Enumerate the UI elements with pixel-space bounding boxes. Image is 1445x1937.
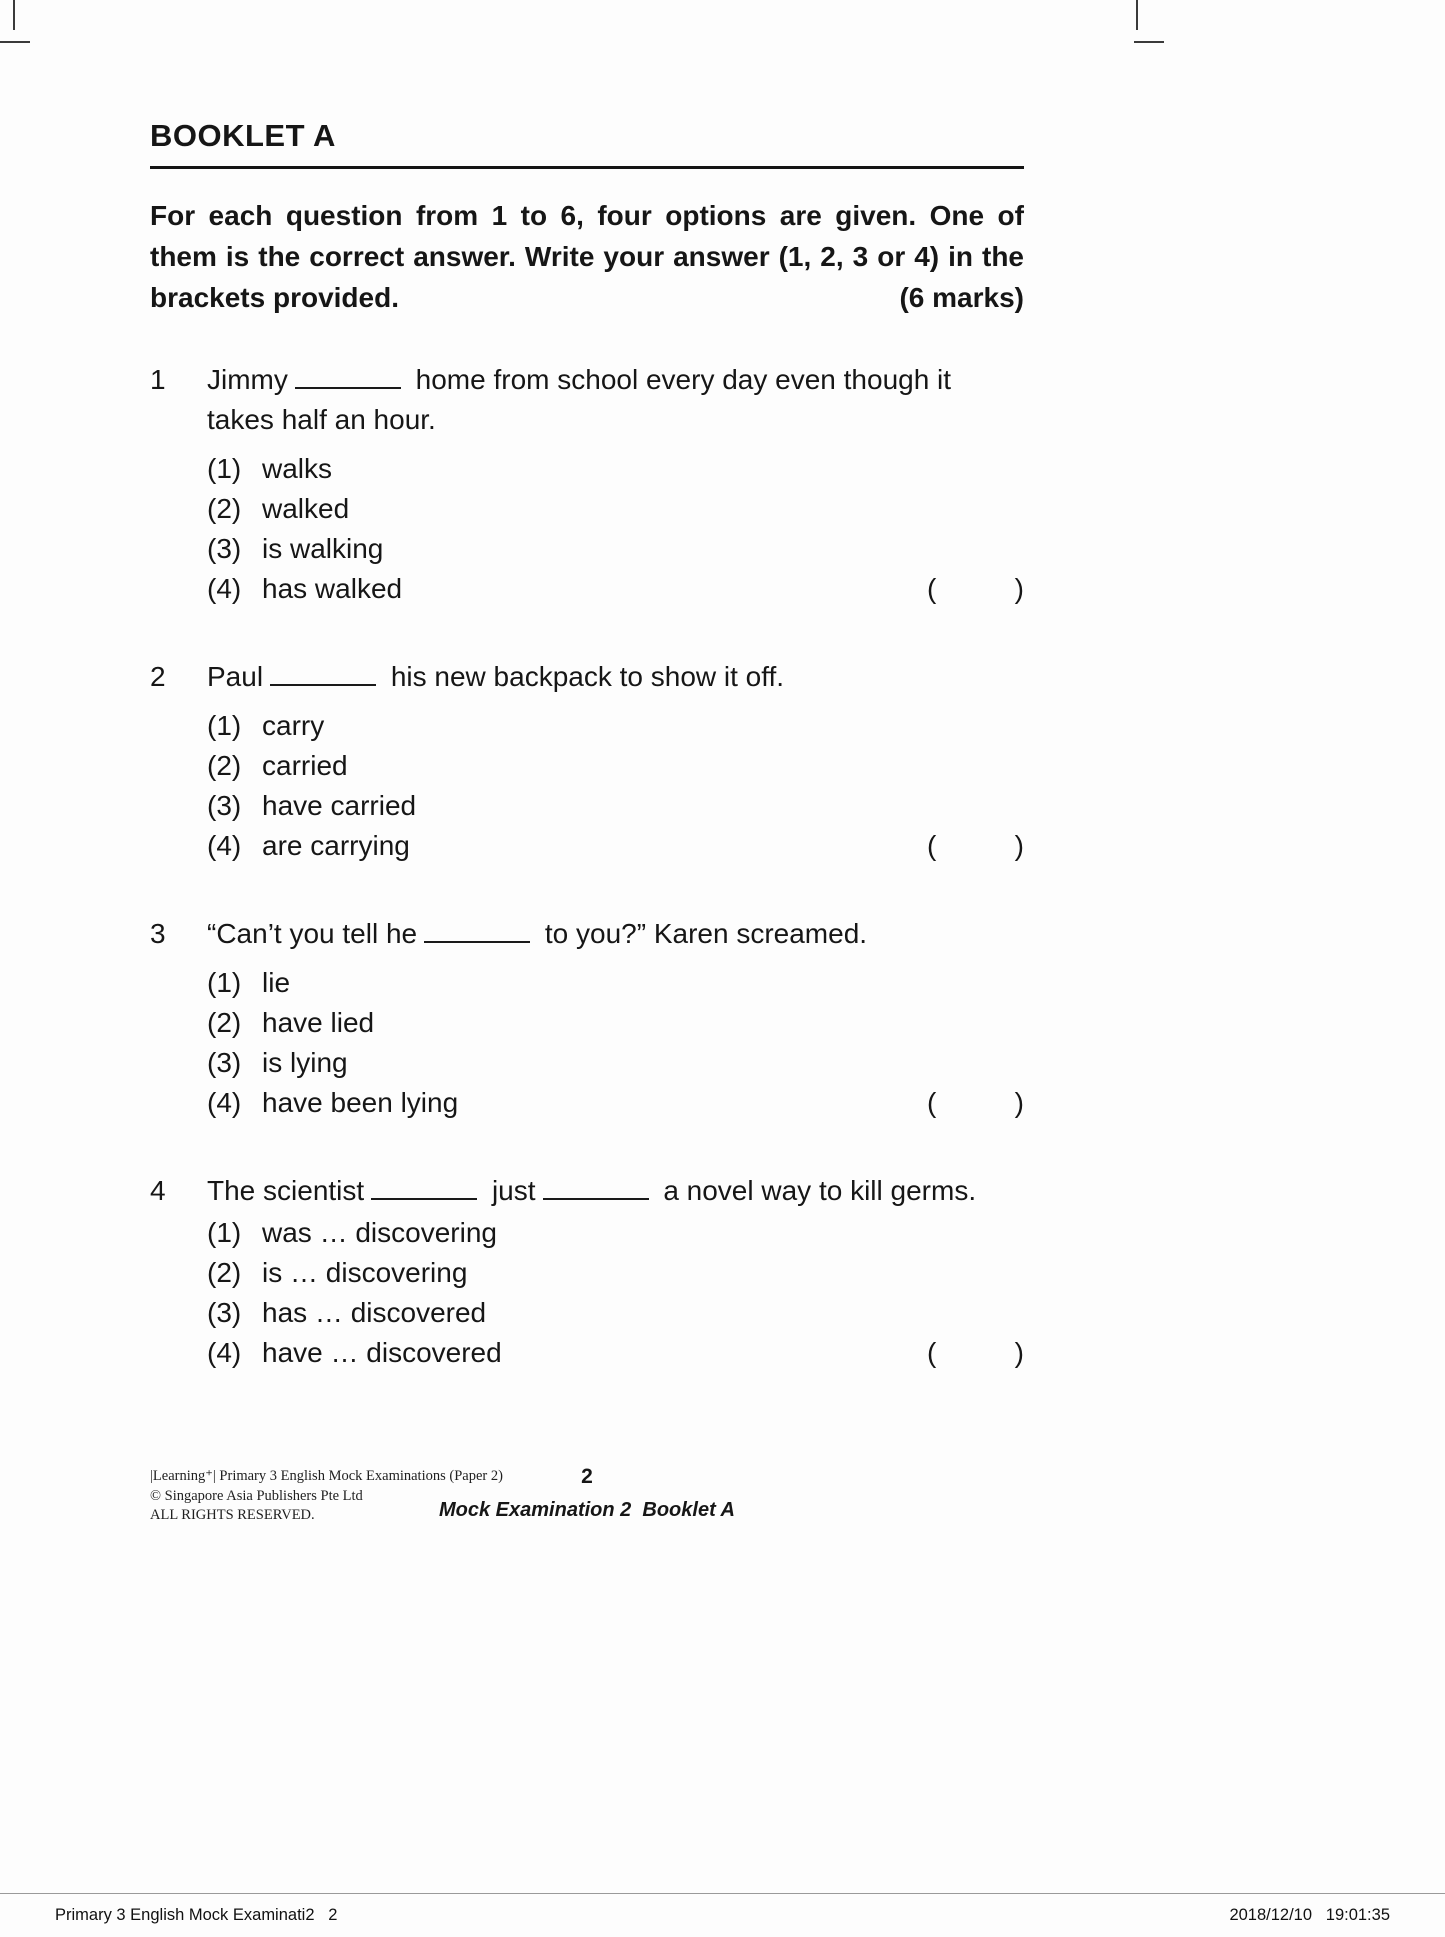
option-label: have carried	[262, 790, 417, 821]
question-number: 1	[150, 364, 166, 395]
prompt-text: “Can’t you tell he	[207, 918, 418, 949]
prompt-text: just	[491, 1175, 536, 1206]
prompt-text: Jimmy	[207, 364, 288, 395]
option-row	[207, 1213, 1024, 1253]
option-number: (4)	[207, 830, 242, 861]
imprint-line: |Learning⁺| Primary 3 English Mock Examinations (Paper 2)	[150, 1468, 503, 1484]
option-number: (4)	[207, 573, 242, 604]
option-number: (3)	[207, 533, 242, 564]
print-bar-timestamp: 2018/12/10 19:01:35	[1229, 1906, 1390, 1924]
options-list	[207, 963, 1024, 1123]
option-label: have been lying	[262, 1087, 459, 1118]
option-number: (1)	[207, 967, 242, 998]
instructions-paragraph	[150, 195, 1024, 318]
option-row	[207, 449, 1024, 489]
print-bar-filename: Primary 3 English Mock Examinati2 2	[55, 1906, 338, 1924]
option-number: (2)	[207, 750, 242, 781]
bracket-open: (	[927, 1087, 937, 1118]
prompt-text: home from school every day even though it takes half an hour.	[207, 364, 952, 435]
option-number: (1)	[207, 453, 242, 484]
question-prompt	[207, 360, 1024, 440]
question-number: 2	[150, 661, 166, 692]
bracket-open: (	[927, 573, 937, 604]
answer-blank	[270, 684, 376, 686]
page-number: 2	[581, 1465, 593, 1488]
prompt-text: his new backpack to show it off.	[390, 661, 785, 692]
footer-center	[150, 1465, 1024, 1522]
option-row	[207, 786, 1024, 826]
option-row	[207, 706, 1024, 746]
marks-label: (6 marks)	[899, 282, 1024, 313]
option-number: (2)	[207, 493, 242, 524]
answer-blank	[295, 387, 401, 389]
option-label: have … discovered	[262, 1337, 502, 1368]
option-number: (3)	[207, 1047, 242, 1078]
option-row	[207, 489, 1024, 529]
option-number: (4)	[207, 1087, 242, 1118]
option-number: (1)	[207, 1217, 242, 1248]
question-4	[150, 1171, 1024, 1373]
options-list	[207, 1213, 1024, 1373]
option-number: (4)	[207, 1337, 242, 1368]
option-number: (1)	[207, 710, 242, 741]
option-number: (2)	[207, 1007, 242, 1038]
question-3	[150, 914, 1024, 1123]
option-row	[207, 569, 1024, 609]
crop-mark	[1134, 41, 1164, 43]
imprint-line: ALL RIGHTS RESERVED.	[150, 1507, 315, 1523]
crop-mark	[1136, 0, 1138, 30]
bracket-open: (	[927, 830, 937, 861]
answer-brackets	[927, 826, 1024, 866]
print-proof-bar	[0, 1893, 1445, 1937]
bracket-close: )	[1014, 1337, 1024, 1368]
bracket-close: )	[1014, 1087, 1024, 1118]
prompt-text: to you?” Karen screamed.	[544, 918, 868, 949]
option-label: was … discovering	[262, 1217, 497, 1248]
options-list	[207, 449, 1024, 609]
answer-blank	[424, 941, 530, 943]
option-label: has walked	[262, 573, 403, 604]
question-1	[150, 360, 1024, 609]
option-label: is … discovering	[262, 1257, 468, 1288]
question-number: 4	[150, 1175, 166, 1206]
option-label: carried	[262, 750, 348, 781]
booklet-title: BOOKLET A	[150, 118, 1024, 169]
question-prompt	[207, 914, 1024, 954]
options-list	[207, 706, 1024, 866]
answer-brackets	[927, 1333, 1024, 1373]
answer-brackets	[927, 1083, 1024, 1123]
option-label: has … discovered	[262, 1297, 487, 1328]
answer-blank	[543, 1198, 649, 1200]
option-number: (2)	[207, 1257, 242, 1288]
option-label: walked	[262, 493, 350, 524]
option-row	[207, 1043, 1024, 1083]
booklet-label: Mock Examination 2 Booklet A	[439, 1499, 735, 1521]
option-row	[207, 529, 1024, 569]
option-row	[207, 826, 1024, 866]
answer-brackets	[927, 569, 1024, 609]
option-row	[207, 963, 1024, 1003]
instructions-text: For each question from 1 to 6, four options are given. One of them is the correct answer. Write your answer (1, 2, 3 or 4) in the brackets provided.	[150, 200, 1024, 313]
option-row	[207, 1253, 1024, 1293]
option-label: lie	[262, 967, 291, 998]
answer-blank	[371, 1198, 477, 1200]
option-row	[207, 1003, 1024, 1043]
option-label: walks	[262, 453, 333, 484]
imprint-line: © Singapore Asia Publishers Pte Ltd	[150, 1487, 363, 1504]
question-prompt	[207, 657, 1024, 697]
option-row	[207, 1293, 1024, 1333]
prompt-text: Paul	[207, 661, 264, 692]
crop-mark	[0, 41, 30, 43]
option-row	[207, 1083, 1024, 1123]
option-label: is lying	[262, 1047, 348, 1078]
question-number: 3	[150, 918, 166, 949]
page-footer	[150, 1465, 1024, 1557]
bracket-close: )	[1014, 573, 1024, 604]
bracket-open: (	[927, 1337, 937, 1368]
option-number: (3)	[207, 1297, 242, 1328]
crop-mark	[13, 0, 15, 30]
option-number: (3)	[207, 790, 242, 821]
option-row	[207, 746, 1024, 786]
option-label: are carrying	[262, 830, 410, 861]
prompt-text: a novel way to kill germs.	[663, 1175, 977, 1206]
question-prompt	[207, 1171, 1024, 1211]
bracket-close: )	[1014, 830, 1024, 861]
option-row	[207, 1333, 1024, 1373]
prompt-text: The scientist	[207, 1175, 365, 1206]
question-2	[150, 657, 1024, 866]
page-content	[150, 118, 1024, 1557]
option-label: have lied	[262, 1007, 375, 1038]
option-label: carry	[262, 710, 325, 741]
option-label: is walking	[262, 533, 384, 564]
